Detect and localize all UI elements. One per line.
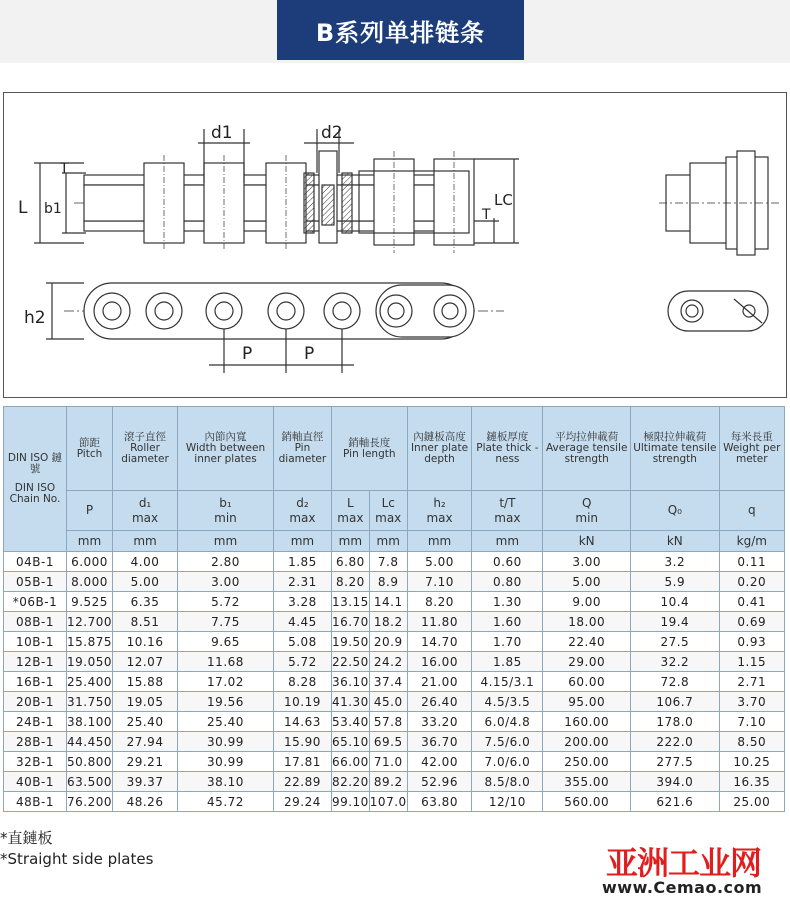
chain-no-cell: 48B-1 xyxy=(4,792,67,812)
value-cell: 36.10 xyxy=(331,672,369,692)
footnote-cn: *直鏈板 xyxy=(0,829,53,847)
value-cell: 11.68 xyxy=(178,652,274,672)
value-cell: 38.100 xyxy=(67,712,113,732)
value-cell: 3.00 xyxy=(178,572,274,592)
unit-cell: mm xyxy=(67,531,113,552)
value-cell: 20.9 xyxy=(369,632,407,652)
value-cell: 24.2 xyxy=(369,652,407,672)
value-cell: 37.4 xyxy=(369,672,407,692)
value-cell: 8.20 xyxy=(407,592,472,612)
value-cell: 1.30 xyxy=(472,592,543,612)
table-row xyxy=(4,672,785,692)
value-cell: 394.0 xyxy=(631,772,720,792)
end-view-bottom xyxy=(668,291,768,331)
value-cell: 0.80 xyxy=(472,572,543,592)
value-cell: 8.50 xyxy=(719,732,784,752)
value-cell: 11.80 xyxy=(407,612,472,632)
value-cell: 9.65 xyxy=(178,632,274,652)
value-cell: 0.60 xyxy=(472,552,543,572)
value-cell: 9.525 xyxy=(67,592,113,612)
value-cell: 560.00 xyxy=(543,792,631,812)
symbol-cell: Lc max xyxy=(369,491,407,531)
value-cell: 53.40 xyxy=(331,712,369,732)
chain-no-cell: 10B-1 xyxy=(4,632,67,652)
unit-cell: kN xyxy=(543,531,631,552)
value-cell: 1.85 xyxy=(472,652,543,672)
value-cell: 7.75 xyxy=(178,612,274,632)
header-width: 內節內寬 Width between inner plates xyxy=(178,407,274,491)
header-average-strength: 平均拉伸載荷 Average tensile strength xyxy=(543,407,631,491)
front-view-chain xyxy=(46,283,504,373)
chain-no-cell: 16B-1 xyxy=(4,672,67,692)
symbol-cell: t/T max xyxy=(472,491,543,531)
value-cell: 45.0 xyxy=(369,692,407,712)
value-cell: 4.5/3.5 xyxy=(472,692,543,712)
value-cell: 65.10 xyxy=(331,732,369,752)
value-cell: 107.0 xyxy=(369,792,407,812)
value-cell: 7.10 xyxy=(719,712,784,732)
value-cell: 25.00 xyxy=(719,792,784,812)
label-d1: d1 xyxy=(211,123,233,143)
symbol-cell: Q₀ xyxy=(631,491,720,531)
header-pitch: 節距 Pitch xyxy=(67,407,113,491)
value-cell: 3.00 xyxy=(543,552,631,572)
value-cell: 26.40 xyxy=(407,692,472,712)
value-cell: 21.00 xyxy=(407,672,472,692)
value-cell: 15.90 xyxy=(273,732,331,752)
value-cell: 3.28 xyxy=(273,592,331,612)
unit-cell: mm xyxy=(472,531,543,552)
value-cell: 89.2 xyxy=(369,772,407,792)
label-h2: h2 xyxy=(24,308,46,328)
value-cell: 8.9 xyxy=(369,572,407,592)
value-cell: 33.20 xyxy=(407,712,472,732)
value-cell: 10.19 xyxy=(273,692,331,712)
header-roller: 滾子直徑 Roller diameter xyxy=(113,407,178,491)
value-cell: 14.70 xyxy=(407,632,472,652)
unit-cell: mm xyxy=(178,531,274,552)
side-view-top xyxy=(34,129,519,253)
label-p2: P xyxy=(304,344,315,364)
symbol-cell: h₂ max xyxy=(407,491,472,531)
value-cell: 0.93 xyxy=(719,632,784,652)
label-L: L xyxy=(18,198,28,218)
value-cell: 25.40 xyxy=(178,712,274,732)
value-cell: 10.25 xyxy=(719,752,784,772)
value-cell: 5.08 xyxy=(273,632,331,652)
value-cell: 4.15/3.1 xyxy=(472,672,543,692)
value-cell: 17.81 xyxy=(273,752,331,772)
value-cell: 0.11 xyxy=(719,552,784,572)
value-cell: 160.00 xyxy=(543,712,631,732)
value-cell: 95.00 xyxy=(543,692,631,712)
header-weight: 每米長重 Weight per meter xyxy=(719,407,784,491)
label-t-right: T xyxy=(482,207,491,223)
table-row xyxy=(4,712,785,732)
value-cell: 19.4 xyxy=(631,612,720,632)
value-cell: 41.30 xyxy=(331,692,369,712)
value-cell: 19.050 xyxy=(67,652,113,672)
page-title: B系列单排链条 xyxy=(277,0,524,60)
value-cell: 7.5/6.0 xyxy=(472,732,543,752)
value-cell: 19.50 xyxy=(331,632,369,652)
value-cell: 106.7 xyxy=(631,692,720,712)
value-cell: 19.05 xyxy=(113,692,178,712)
table-row xyxy=(4,732,785,752)
value-cell: 18.2 xyxy=(369,612,407,632)
value-cell: 66.00 xyxy=(331,752,369,772)
value-cell: 1.70 xyxy=(472,632,543,652)
value-cell: 621.6 xyxy=(631,792,720,812)
value-cell: 5.00 xyxy=(113,572,178,592)
value-cell: 0.41 xyxy=(719,592,784,612)
value-cell: 6.35 xyxy=(113,592,178,612)
value-cell: 63.80 xyxy=(407,792,472,812)
value-cell: 22.50 xyxy=(331,652,369,672)
drawing-svg xyxy=(4,93,786,397)
value-cell: 9.00 xyxy=(543,592,631,612)
symbol-cell: P xyxy=(67,491,113,531)
value-cell: 6.0/4.8 xyxy=(472,712,543,732)
table-row xyxy=(4,592,785,612)
value-cell: 29.24 xyxy=(273,792,331,812)
footnote xyxy=(0,828,153,870)
value-cell: 6.000 xyxy=(67,552,113,572)
symbol-cell: d₁ max xyxy=(113,491,178,531)
header-pin-length: 銷軸長度 Pin length xyxy=(331,407,407,491)
chain-technical-drawing xyxy=(3,92,787,398)
value-cell: 0.20 xyxy=(719,572,784,592)
value-cell: 2.31 xyxy=(273,572,331,592)
symbol-cell: b₁ min xyxy=(178,491,274,531)
symbol-cell: Q min xyxy=(543,491,631,531)
value-cell: 16.35 xyxy=(719,772,784,792)
value-cell: 10.16 xyxy=(113,632,178,652)
value-cell: 8.51 xyxy=(113,612,178,632)
value-cell: 7.8 xyxy=(369,552,407,572)
value-cell: 25.40 xyxy=(113,712,178,732)
value-cell: 17.02 xyxy=(178,672,274,692)
unit-cell: mm xyxy=(369,531,407,552)
value-cell: 30.99 xyxy=(178,752,274,772)
label-p1: P xyxy=(242,344,253,364)
header-ultimate-strength: 極限拉伸載荷 Ultimate tensile strength xyxy=(631,407,720,491)
value-cell: 8.28 xyxy=(273,672,331,692)
value-cell: 50.800 xyxy=(67,752,113,772)
value-cell: 38.10 xyxy=(178,772,274,792)
header-plate-depth: 內鏈板高度 Inner plate depth xyxy=(407,407,472,491)
value-cell: 82.20 xyxy=(331,772,369,792)
table-row xyxy=(4,652,785,672)
value-cell: 69.5 xyxy=(369,732,407,752)
unit-cell: kg/m xyxy=(719,531,784,552)
value-cell: 1.60 xyxy=(472,612,543,632)
value-cell: 5.72 xyxy=(178,592,274,612)
value-cell: 5.72 xyxy=(273,652,331,672)
footnote-en: *Straight side plates xyxy=(0,850,154,868)
value-cell: 8.000 xyxy=(67,572,113,592)
value-cell: 39.37 xyxy=(113,772,178,792)
value-cell: 1.15 xyxy=(719,652,784,672)
value-cell: 15.88 xyxy=(113,672,178,692)
value-cell: 72.8 xyxy=(631,672,720,692)
header-plate-thickness: 鏈板厚度 Plate thick -ness xyxy=(472,407,543,491)
value-cell: 76.200 xyxy=(67,792,113,812)
value-cell: 60.00 xyxy=(543,672,631,692)
chain-no-cell: 20B-1 xyxy=(4,692,67,712)
unit-cell: mm xyxy=(407,531,472,552)
unit-cell: kN xyxy=(631,531,720,552)
table-row xyxy=(4,572,785,592)
header-symbol-row xyxy=(4,491,785,531)
value-cell: 0.69 xyxy=(719,612,784,632)
unit-cell: mm xyxy=(331,531,369,552)
value-cell: 3.70 xyxy=(719,692,784,712)
chain-no-cell: 28B-1 xyxy=(4,732,67,752)
end-view-top xyxy=(659,151,779,255)
value-cell: 2.71 xyxy=(719,672,784,692)
value-cell: 6.80 xyxy=(331,552,369,572)
value-cell: 30.99 xyxy=(178,732,274,752)
label-b1: b1 xyxy=(44,201,62,217)
chain-no-cell: 04B-1 xyxy=(4,552,67,572)
value-cell: 5.00 xyxy=(407,552,472,572)
value-cell: 57.8 xyxy=(369,712,407,732)
value-cell: 52.96 xyxy=(407,772,472,792)
value-cell: 7.0/6.0 xyxy=(472,752,543,772)
value-cell: 12.700 xyxy=(67,612,113,632)
value-cell: 12.07 xyxy=(113,652,178,672)
unit-cell: mm xyxy=(273,531,331,552)
site-logo xyxy=(600,838,785,900)
value-cell: 4.45 xyxy=(273,612,331,632)
logo-url: www.Cemao.com xyxy=(602,878,763,897)
value-cell: 14.63 xyxy=(273,712,331,732)
value-cell: 99.10 xyxy=(331,792,369,812)
table-row xyxy=(4,612,785,632)
table-body xyxy=(4,552,785,812)
value-cell: 27.94 xyxy=(113,732,178,752)
value-cell: 1.85 xyxy=(273,552,331,572)
chain-no-cell: 12B-1 xyxy=(4,652,67,672)
value-cell: 178.0 xyxy=(631,712,720,732)
value-cell: 44.450 xyxy=(67,732,113,752)
table-row xyxy=(4,632,785,652)
table-row xyxy=(4,552,785,572)
value-cell: 8.20 xyxy=(331,572,369,592)
table-row xyxy=(4,792,785,812)
value-cell: 27.5 xyxy=(631,632,720,652)
label-t-left: T xyxy=(60,161,69,177)
value-cell: 18.00 xyxy=(543,612,631,632)
chain-no-cell: 40B-1 xyxy=(4,772,67,792)
symbol-cell: L max xyxy=(331,491,369,531)
value-cell: 3.2 xyxy=(631,552,720,572)
value-cell: 31.750 xyxy=(67,692,113,712)
chain-no-cell: 24B-1 xyxy=(4,712,67,732)
chain-no-cell: 08B-1 xyxy=(4,612,67,632)
value-cell: 22.89 xyxy=(273,772,331,792)
value-cell: 7.10 xyxy=(407,572,472,592)
value-cell: 15.875 xyxy=(67,632,113,652)
value-cell: 222.0 xyxy=(631,732,720,752)
value-cell: 355.00 xyxy=(543,772,631,792)
symbol-cell: d₂ max xyxy=(273,491,331,531)
value-cell: 10.4 xyxy=(631,592,720,612)
header-unit-row xyxy=(4,531,785,552)
table-row xyxy=(4,692,785,712)
value-cell: 12/10 xyxy=(472,792,543,812)
table-row xyxy=(4,752,785,772)
symbol-cell: q xyxy=(719,491,784,531)
value-cell: 2.80 xyxy=(178,552,274,572)
value-cell: 8.5/8.0 xyxy=(472,772,543,792)
value-cell: 5.00 xyxy=(543,572,631,592)
value-cell: 25.400 xyxy=(67,672,113,692)
label-d2: d2 xyxy=(321,123,343,143)
value-cell: 32.2 xyxy=(631,652,720,672)
value-cell: 13.15 xyxy=(331,592,369,612)
value-cell: 16.70 xyxy=(331,612,369,632)
value-cell: 277.5 xyxy=(631,752,720,772)
logo-text: 亚洲工业网 xyxy=(606,844,762,882)
table-row xyxy=(4,772,785,792)
chain-no-cell: 32B-1 xyxy=(4,752,67,772)
value-cell: 63.500 xyxy=(67,772,113,792)
header-chain-no: DIN ISO 鏈號 DIN ISO Chain No. xyxy=(4,407,67,552)
specification-table xyxy=(3,406,785,812)
value-cell: 71.0 xyxy=(369,752,407,772)
value-cell: 48.26 xyxy=(113,792,178,812)
value-cell: 36.70 xyxy=(407,732,472,752)
value-cell: 14.1 xyxy=(369,592,407,612)
chain-no-cell: *06B-1 xyxy=(4,592,67,612)
value-cell: 45.72 xyxy=(178,792,274,812)
value-cell: 29.00 xyxy=(543,652,631,672)
unit-cell: mm xyxy=(113,531,178,552)
value-cell: 19.56 xyxy=(178,692,274,712)
chain-no-cell: 05B-1 xyxy=(4,572,67,592)
value-cell: 42.00 xyxy=(407,752,472,772)
value-cell: 5.9 xyxy=(631,572,720,592)
label-LC: LC xyxy=(494,191,513,209)
header-pin-diameter: 銷軸直徑 Pin diameter xyxy=(273,407,331,491)
value-cell: 4.00 xyxy=(113,552,178,572)
value-cell: 29.21 xyxy=(113,752,178,772)
value-cell: 250.00 xyxy=(543,752,631,772)
value-cell: 200.00 xyxy=(543,732,631,752)
value-cell: 22.40 xyxy=(543,632,631,652)
value-cell: 16.00 xyxy=(407,652,472,672)
